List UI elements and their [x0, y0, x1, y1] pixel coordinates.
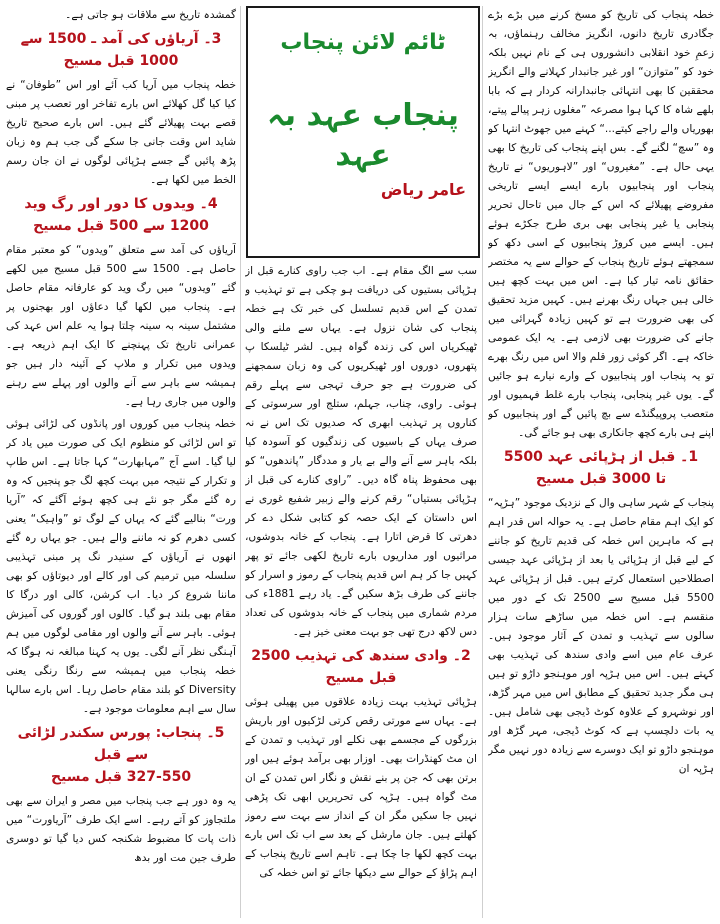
section-2-title: 2۔ وادی سندھ کی تہذیب 2500 قبل مسیح: [251, 648, 471, 686]
article-column-middle: [245, 262, 477, 918]
section-1-heading: [488, 446, 714, 490]
section-3-paragraph: خطہ پنجاب میں آریا کب آئے اور اس ”طوفان“ نے کیا کیا گل کھلائے اس بارے تفاخر اور تعصب پر مبنی قصے بہت پھیلائے گئے ہیں۔ اس بارے صحیح تاریخ شاید اس وقت جانی جا سکے گی جب ہم وہ زبان پڑھ پائیں گے جسے ہڑپائی لوگوں نے ان جان رسم الخط میں لکھا ہے۔: [6, 79, 236, 186]
article-column-right: [488, 6, 714, 918]
section-5-title: 5۔ پنجاب: پورس سکندر لڑائی سے قبل: [17, 725, 225, 763]
section-4-paragraph: آریاؤں کی آمد سے متعلق ”ویدوں“ کو معتبر مقام حاصل ہے۔ 1500 سے 500 قبل مسیح میں لکھے گئے ”ویدوں“ میں رگ وید کو عارفانہ مقام حاصل ہے۔ پنجاب میں لکھا گیا دعاؤں اور بھجنوں پر مشتمل سینہ بہ سینہ چلتا ہوا یہ علم اس عہد کی عمرانی تاریخ تک پہنچنے کا ایک اہم ذریعہ ہے۔ ویدوں میں تکرار و ملاپ کے آئینہ دار ہیں جو ہمیشہ سے باہر سے آنے والوں اور پہلے سے رہنے والوں میں جاری رہا ہے۔: [6, 244, 236, 408]
intro-paragraph: خطہ پنجاب کی تاریخ کو مسخ کرنے میں بڑے بڑے جگادری تاریخ دانوں، انگریز مخالف رہنماؤں، بہ زعمِ خود انقلابی دانشوروں ہی کے نام نہیں بلکہ خود کو ”متوازن“ اور غیر جانبدار کہلانے والے انگریز محققین کا بھی انتہائی جانبدارانہ کردار ہے کہ بابا بلھے شاہ کا کہا ہوا مصرعہ ”مغلوں زہر پیالے پیتے، بھوریاں والے راجے کیتے...“ کہنے میں جھوٹ انتہا کو وہ ”سچ“ لگنے گے۔ بس اپنے پنجاب کی تاریخ کا بھی یہی حال ہے۔ ”مغیروں“ اور ”لاہوریوں“ نے تاریخ پنجاب اور پنجابیوں بارے ایسے ایسے تاریخی مفروضے پھیلائے کہ اس کے جال میں تاحال تحریر پنجابی یا غیر پنجابی بھی بری طرح جکڑے ہوئے ہیں۔ ایسے میں کروڑ پنجابیوں کے اسی دکھ کو سمجھتے ہوئے تاریخ پنجاب کے حوالے سے یہ مختصر حقائق نامہ تیار کیا ہے۔ اس میں بہت کچھ ہیں خالی ہیں جہاں رنگ بھرنے ہیں۔ کہیں مزید تحقیق کی بھی ضرورت ہے تو کہیں زیادہ گہرائی میں جانے کی ضرورت بھی لازمی ہے۔ یہ ایک عمومی خاکہ ہے۔ اگر کوئی زور قلم والا اس میں رنگ بھرے تو یہ پنجاب اور پنجابیوں کے وارے نیارے ہو جائیں گے۔ یوں غیر پنجابی، پنجاب بارے غلط فہمیوں اور متعصب پروپیگنڈے سے بچ پائیں گے اور پنجابیوں کو اپنے ہی بارے کچھ جانکاری بھی ہو جائے گی۔: [488, 9, 714, 439]
series-label: ٹائم لائن پنجاب: [280, 30, 446, 55]
section-3-title: 3۔ آریاؤں کی آمد ـ 1500 سے: [20, 31, 222, 47]
section-4-title: 4۔ ویدوں کا دور اور رگ وید: [24, 196, 218, 212]
title-box: [246, 6, 480, 258]
section-5-heading: [6, 722, 236, 788]
column-divider: [482, 6, 483, 918]
section-3-subtitle: 1000 قبل مسیح: [63, 53, 179, 69]
section-2-heading: [245, 645, 477, 689]
paragraph: سب سے الگ مقام ہے۔ اب جب راوی کنارے قبل از ہڑپائی بستیوں کی دریافت ہو چکی ہے تو تہذیب و تمدن کے اس قدیم تسلسل کی خبر تک ہے خطہ پنجاب کی شان نزول ہے۔ یہاں سے ملنے والی ٹھیکریاں اس کی زندہ گواہ ہیں۔ لشر ٹیلسکا پ پتھروں، دوروں اور ٹھیکریوں کی وہ زبان سمجھنے کی ضرورت ہے جو حرف تہجی سے پہلے رقم ہوئی۔ راوی، چناب، جہلم، ستلج اور سرسوتی کے کناروں پر تہذیب ابھری کہ صدیوں تک اس نے نہ صرف یہاں کے باسیوں کی زندگیوں کو آسودہ کیا بلکہ باہر سے آنے والے بے یار و مددگار ”پاندھوں“ کو بھی محفوظ پناہ گاہ دیں۔ ”راوی کنارے کی قبل از ہڑپائی بستیاں“ رقم کرنے والے زبیر شفیع غوری نے اس داستان کے ایک حصہ کو کتابی شکل دے کر دھرتی کا قرض اتارا ہے۔ پنجاب کے خانہ بدوشوں، مراثیوں اور مداریوں بارے تاریخ لکھی جائے تو پھر کہیں جا کر ہم اس قدیم پنجاب کے رموز و اسرار کو جاننے کی طرف بڑھ سکیں گے۔ یاد رہے 1881ء کی مردم شماری میں پنجاب کے خانہ بدوشوں کی تعداد دس لاکھ درج تھی جو بہت معنی خیز ہے۔: [245, 265, 477, 638]
section-2-paragraph: ہڑپائی تہذیب بہت زیادہ علاقوں میں پھیلی ہوئی ہے۔ یہاں سے مورتی رقص کرتی لڑکیوں اور باریش بزرگوں کے مجسمے بھی نکلے اور تہذیب و تمدن کے ان مٹ کھنڈرات بھی۔ اوزار بھی برآمد ہوئے ہیں اور برتن بھی کہ جن پر بنے نقش و نگار اس تمدن کے ان مٹ گواہ ہیں۔ ہڑپہ کی تحریریں ابھی تک پڑھی نہیں جا سکیں مگر ان کے انداز سے بہت سے رموز کھلتے ہیں۔ جان مارشل کے بعد سے اب تک اس بارے بہت کچھ لکھا جا چکا ہے۔ تاہم اسے تاریخ پنجاب کے اہم پڑاؤ کے حوالے سے دیکھا جائے تو اس خطہ کی: [245, 696, 477, 879]
section-4-heading: [6, 193, 236, 237]
section-3-heading: [6, 28, 236, 72]
paragraph: گمشدہ تاریخ سے ملاقات ہو جاتی ہے۔: [65, 9, 236, 21]
page-title: پنجاب عہد بہ عہد: [267, 98, 459, 173]
article-column-left: [6, 6, 236, 918]
section-4-subtitle: 1200 سے 500 قبل مسیح: [33, 218, 209, 234]
column-divider: [240, 6, 241, 918]
section-4-paragraph: خطہ پنجاب میں کوروں اور پانڈوں کی لڑائی ہوئی تو اس لڑائی کو منظوم ایک کی صورت میں یاد کر لیا گیا۔ اسے آج ”مہابھارت“ کہا جاتا ہے۔ اس طاپ و تکرار کے نتیجہ میں بہت کچھ لگ جو پنجیں کہ وہ رہ گئے مگر جو نئے ہی کچھ ہوئے آگئے کہ ”آریا ورت“ بنالیے گئے کہ یہاں کے لوگ تو ”واہیک“ یعنی کسی دھرم کو نہ ماننے والے ہیں۔ جو یہاں رہ گئے انھوں نے آریاؤں کے سنیدر نگ پر مبنی تہذیبی سلسلہ میں ترمیم کی اور کالے اور دیوتاؤں کو بھی ماننا شروع کر دیا۔ اب کرشن، کالی اور درگا کا مقام بھی بلند ہو گیا۔ کالوں اور گوروں کی آمیزش ہوئی۔ باہر سے آنے والوں اور مقامی لوگوں میں ہم آہنگی نظر آنے لگی۔ یوں یہ کہنا مبالغہ نہ ہوگا کہ خطہ پنجاب میں ہمیشہ سے رنگا رنگی یعنی Diversity کو بلند مقام حاصل رہا۔ اس بارے سالہا سال سے اہم معلومات موجود ہے۔: [6, 418, 236, 715]
section-1-subtitle: تا 3000 قبل مسیح: [535, 471, 667, 487]
section-1-paragraph: پنجاب کے شہر ساہی وال کے نزدیک موجود ”ہڑپہ“ کو ایک اہم مقام حاصل ہے۔ یہ حوالہ اس قدر اہم ہے کہ ماہرین اس خطہ کی قدیم تاریخ کو جاننے کے لیے قبل از ہڑپائی یا بعد از ہڑپائی عہد جیسی اصطلاحیں استعمال کرتے ہیں۔ قبل از ہڑپائی عہد 5500 قبل مسیح سے 2500 تک کے دور میں منقسم ہے۔ اس خطہ میں ساڑھے سات ہزار سالوں سے تہذیب و تمدن کے آثار موجود ہیں۔ عرف عام میں اسے وادی سندھ کی تہذیب بھی کہتے ہیں۔ اس میں ہڑپہ اور موہنجو داڑو تو ہیں ہی مگر جدید تحقیق کے مطابق اس میں مہر گڑھ، اور نوشہرو کے علاوہ کوٹ ڈیجی بھی شامل ہیں۔ یہ بات دلچسپ ہے کہ کوٹ ڈیجی، مہر گڑھ اور موہنجو داڑو تو ایک دوسرے سے زیادہ دور نہیں مگر ہڑپہ ان: [488, 497, 714, 775]
section-5-subtitle: 327-550 قبل مسیح: [50, 769, 192, 785]
author-name: عامر ریاض: [380, 180, 466, 199]
section-1-title: 1۔ قبل از ہڑپائی عہد 5500: [503, 449, 699, 465]
section-5-paragraph: یہ وہ دور ہے جب پنجاب میں مصر و ایران سے بھی ملتجاوز کو آتے رہے۔ اسے ایک طرف ”آریاورت“ میں ذات پات کا مضبوط شکنجہ کس دیا گیا تو دوسری طرف جین مت اور بدھ: [6, 795, 236, 864]
